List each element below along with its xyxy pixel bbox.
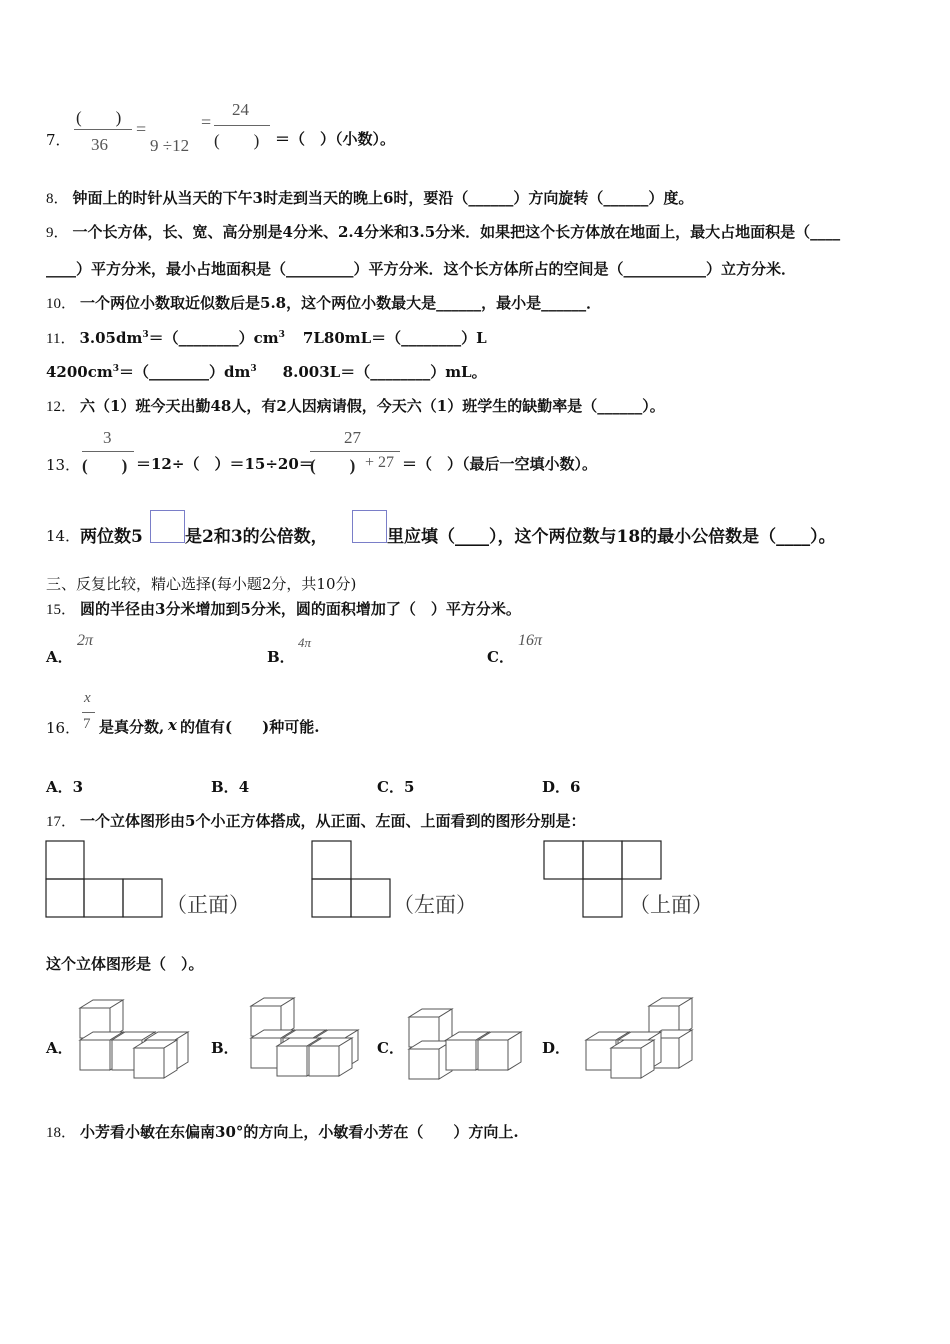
q18-number: 18． [46, 1125, 77, 1141]
q16-frac-denominator: 7 [83, 716, 91, 732]
q18-text: 小芳看小敏在东偏南30°的方向上，小敏看小芳在（ ）方向上. [80, 1123, 519, 1141]
q16-option-b-value: 4 [238, 778, 250, 796]
q11-b2: 8.003L＝（________）mL。 [282, 363, 487, 381]
q13-frac2-denominator-b: + 27 [365, 454, 395, 471]
q11-a1-sup2: 3 [278, 330, 285, 340]
q15-option-a-value: 2π [77, 632, 94, 649]
q10-number: 10． [46, 296, 77, 312]
q14-number: 14． [46, 527, 81, 545]
q11-b1-rest: ＝（________）dm [119, 363, 251, 381]
q16-option-d-value: 6 [570, 778, 581, 796]
q16-text-a: 是真分数, [99, 718, 165, 736]
q17-view-front-label: （正面） [166, 893, 250, 917]
q15-option-b-label[interactable]: B． [267, 648, 295, 666]
q15-option-c-label[interactable]: C． [487, 648, 514, 666]
q9-line1: 一个长方体，长、宽、高分别是4分米、2.4分米和3.5分米．如果把这个长方体放在地面上，最大占地面积是（____ [72, 223, 841, 241]
q16-text-x: x [168, 716, 177, 734]
q11-a1: 3.05dm [79, 329, 143, 347]
q17-prompt: 这个立体图形是（ ）。 [46, 955, 204, 973]
q17-d-cube [611, 1040, 654, 1078]
q17-view-left-label: （左面） [393, 893, 477, 917]
q7-frac1-numerator: ( ) [76, 108, 122, 127]
q17-view-top-label: （上面） [629, 893, 713, 917]
q15-option-a-label[interactable]: A． [46, 648, 73, 666]
q15-option-c-value: 16π [518, 632, 543, 649]
q7-frac2-numerator: 24 [232, 100, 249, 119]
q15-option-b-value: 4π [298, 635, 312, 650]
question-18 [46, 1121, 519, 1142]
q11-a1-sup: 3 [142, 330, 149, 340]
q13-frac2-numerator: 27 [344, 428, 361, 447]
q10-text: 一个两位小数取近似数后是5.8，这个两位小数最大是______，最小是______． [80, 294, 602, 312]
q16-text-b: 的值有( )种可能. [180, 718, 320, 736]
q7-division: 9 ÷12 [150, 136, 190, 155]
q16-option-c-value: 5 [403, 778, 415, 796]
q13-frac2-denominator-a: ( ) [310, 456, 356, 475]
q11-b1: 4200cm [46, 363, 113, 381]
q16-option-a-label: A． [46, 778, 73, 796]
q17-option-d-label[interactable]: D． [542, 1039, 571, 1057]
q13-tail: ＝（ ）（最后一空填小数）。 [402, 455, 598, 473]
q7-eq1: = [136, 119, 147, 139]
q15-number: 15． [46, 602, 77, 618]
q8-text: 钟面上的时针从当天的下午3时走到当天的晚上6时，要沿（______）方向旋转（______）度。 [72, 189, 694, 207]
q16-frac-numerator: x [84, 690, 91, 706]
q14-part2: 是2和3的公倍数， [185, 527, 328, 547]
q13-middle: ＝12÷（ ）＝15÷20＝ [136, 455, 314, 473]
q9-line2: ____）平方分米，最小占地面积是（_________）平方分米．这个长方体所占的空间是（___________）立方分米． [46, 260, 797, 278]
q16-option-d-label: D． [542, 778, 571, 796]
q7-frac1-denominator: 36 [91, 135, 108, 154]
q8-number: 8． [46, 191, 69, 207]
q16-option-c-label: C． [377, 778, 404, 796]
q7-frac2-denominator: ( ) [214, 131, 260, 150]
q13-frac1-denominator: ( ) [82, 456, 128, 475]
q12-number: 12． [46, 399, 77, 415]
q17-option-c-label[interactable]: C． [377, 1039, 404, 1057]
q16-option-a-value: 3 [72, 778, 84, 796]
q11-number: 11． [46, 331, 76, 347]
section-3-title: 三、反复比较，精心选择(每小题2分，共10分) [46, 575, 357, 593]
q14-part1: 两位数5 [80, 527, 143, 547]
q7-tail: ＝（ ）（小数）。 [275, 130, 396, 148]
q17-number: 17． [46, 814, 77, 830]
q16-option-b-label: B． [211, 778, 239, 796]
q17-option-a-label[interactable]: A． [46, 1039, 73, 1057]
q7-eq2: = [201, 112, 212, 132]
q17-text: 一个立体图形由5个小正方体搭成，从正面、左面、上面看到的图形分别是： [80, 812, 586, 830]
q7-number: 7． [46, 131, 71, 149]
q17-option-b-label[interactable]: B． [211, 1039, 239, 1057]
q11-b1-sup: 3 [112, 364, 120, 374]
q17-a-cube [134, 1040, 177, 1078]
q11-b1-sup2: 3 [250, 364, 257, 374]
q13-frac1-numerator: 3 [103, 428, 112, 447]
q17-b-cube [309, 1038, 352, 1076]
q9-number: 9． [46, 225, 69, 241]
q14-part3: 里应填（____），这个两位数与18的最小公倍数是（____）。 [387, 527, 836, 547]
q11-a1-rest: ＝（________）cm [148, 329, 279, 347]
q11-a2: 7L80mL＝（________）L [302, 329, 487, 347]
q16-number: 16． [46, 719, 81, 737]
q13-number: 13． [46, 456, 81, 474]
q17-c-cube [478, 1032, 521, 1070]
q12-text: 六（1）班今天出勤48人，有2人因病请假，今天六（1）班学生的缺勤率是（______）。 [80, 397, 665, 415]
q15-text: 圆的半径由3分米增加到5分米，圆的面积增加了（ ）平方分米。 [80, 600, 521, 618]
